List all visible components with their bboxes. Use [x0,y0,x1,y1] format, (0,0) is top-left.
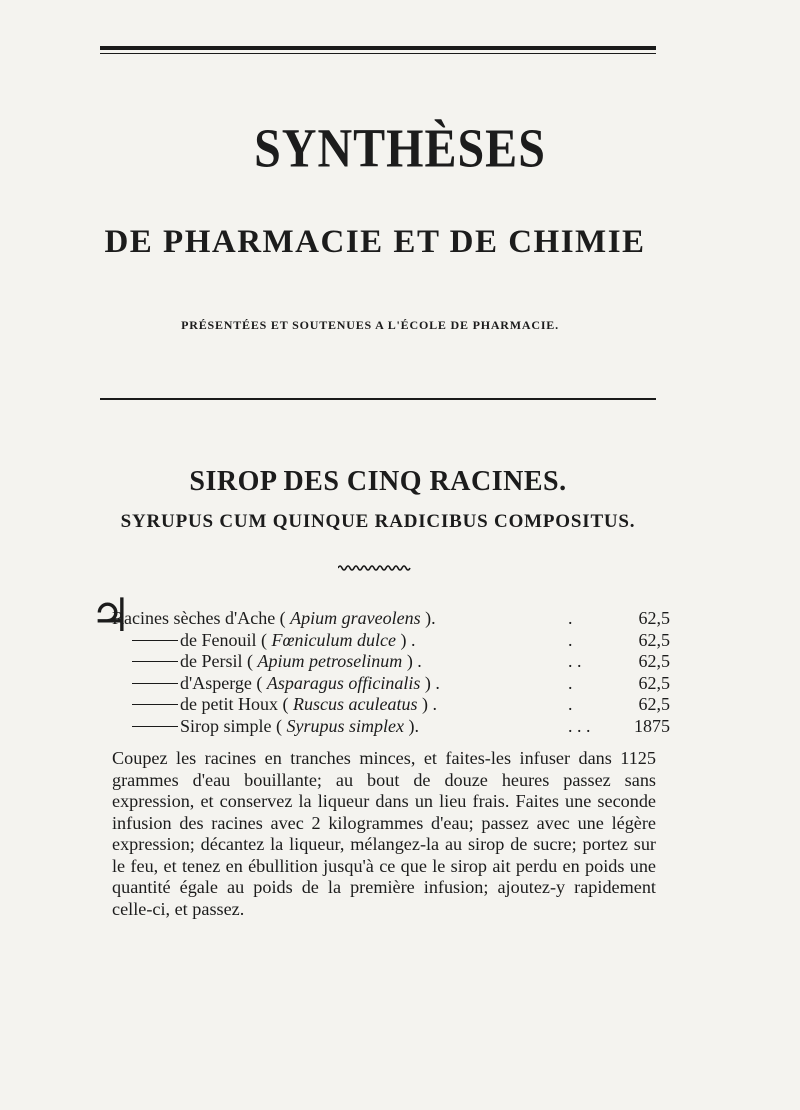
presented-line: PRÉSENTÉES ET SOUTENUES A L'ÉCOLE DE PHARMACIE. [181,318,559,332]
ingredient-suffix: ) . [402,651,422,671]
ingredient-row [112,716,672,738]
ingredient-latin: Syrupus simplex [286,715,404,736]
ingredient-quantity: 62,5 [638,629,670,650]
ingredient-name [112,694,437,716]
ingredient-suffix: ) . [417,694,437,714]
ditto-dash [132,640,178,641]
top-rule-thin [100,53,656,54]
leader-dots: . [568,629,573,650]
ingredient-prefix: Sirop simple ( [180,715,287,736]
leader-dots: . . [568,651,582,671]
ingredient-quantity: 62,5 [638,608,670,628]
leader-dots: . [568,608,573,628]
recipe-title: SIROP DES CINQ RACINES. [189,466,567,497]
ingredient-name [112,651,422,673]
page-title: SYNTHÈSES [254,117,546,179]
ditto-dash [132,683,178,684]
ingredient-latin: Apium graveolens [290,608,421,628]
ingredient-prefix: de Persil ( [180,651,258,671]
instructions-paragraph: Coupez les racines en tranches minces, et faites-les infuser dans 1125 grammes d'eau bouillante; au bout de douze heures passez sans expression, et conservez la liqueur dans un lieu frais. Faites une seconde infusion des racines avec 2 kilogrammes d'eau; passez avec une légère expression; décantez la liqueur, mélangez-la au sirop de sucre; portez sur le feu, et tenez en ébullition jusqu'à ce que le sirop ait perdu en poids une quantité égale au poids de la première infusion; ajoutez-y rapidement celle-ci, et passez. [112,748,656,919]
ingredient-name [112,630,415,652]
recipe-latin-title: SYRUPUS CUM QUINQUE RADICIBUS COMPOSITUS. [120,511,636,532]
ingredient-row [112,694,672,716]
ingredient-latin: Fœniculum dulce [271,629,396,650]
section-rule [100,398,656,400]
ingredient-name [112,673,440,695]
ditto-dash [132,726,178,727]
ingredient-quantity: 62,5 [638,651,670,671]
ingredient-suffix: ). [420,608,436,628]
ingredient-list [112,608,672,737]
ditto-dash [132,661,178,662]
leader-dots: . [568,672,573,693]
ingredient-suffix: ) . [395,629,416,650]
ingredient-row [112,673,672,695]
ingredient-prefix: d'Asperge ( [180,672,267,693]
page-subtitle: DE PHARMACIE ET DE CHIMIE [104,224,646,260]
leader-dots: . . . [568,715,591,736]
ingredient-latin: Apium petroselinum [257,651,403,671]
ingredient-quantity: 62,5 [638,672,670,693]
ingredient-suffix: ). [403,715,419,736]
ingredient-latin: Asparagus officinalis [266,672,421,693]
ingredient-suffix: ) . [420,672,440,693]
leader-dots: . [568,694,573,714]
jupiter-recipe-icon: ♃ [90,590,132,641]
ingredient-prefix: Racines sèches d'Ache ( [112,608,291,628]
ingredient-quantity: 1875 [634,715,670,736]
ingredient-quantity: 62,5 [638,694,670,714]
ingredient-prefix: de petit Houx ( [180,694,293,714]
ingredient-row [112,630,672,652]
ingredient-row [112,651,672,673]
ingredient-row [112,608,672,630]
ingredient-name [112,716,419,738]
ditto-dash [132,704,178,705]
ingredient-prefix: de Fenouil ( [180,629,272,650]
top-rule [100,46,656,50]
ornament-wave [338,564,412,572]
ingredient-name [112,608,436,630]
ingredient-latin: Ruscus aculeatus [292,694,418,714]
